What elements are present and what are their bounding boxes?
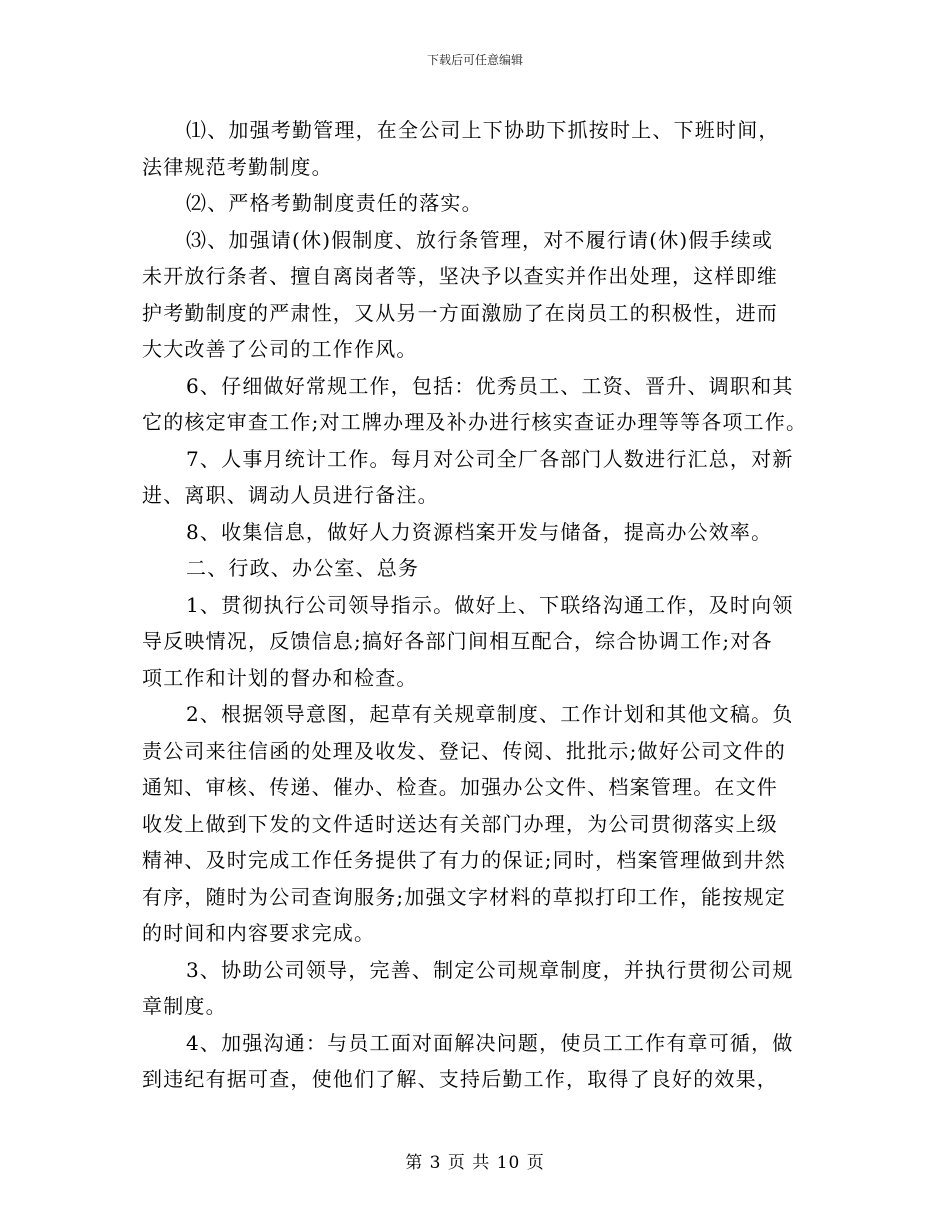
text-line: ⑶、加强请(休)假制度、放行条管理，对不履行请(休)假手续或 [186,227,774,252]
section-heading: 二、行政、办公室、总务 [186,556,420,580]
text-line: 护考勤制度的严肃性，又从另一方面激励了在岗员工的积极性，进而 [142,300,778,325]
text-line: 6、仔细做好常规工作，包括：优秀员工、工资、晋升、调职和其 [186,373,794,398]
text-line: 1、贯彻执行公司领导指示。做好上、下联络沟通工作，及时向领 [186,592,794,617]
text-line: 导反映情况，反馈信息;搞好各部门间相互配合，综合协调工作;对各 [142,629,773,653]
text-line: 有序，随时为公司查询服务;加强文字材料的草拟打印工作，能按规定 [142,884,786,909]
text-line: 通知、审核、传递、催办、检查。加强办公文件、档案管理。在文件 [142,775,778,799]
text-line: 进、离职、调动人员进行备注。 [142,483,439,507]
text-line: ⑵、严格考勤制度责任的落实。 [186,191,483,215]
text-line: ⑴、加强考勤管理，在全公司上下协助下抓按时上、下班时间， [186,118,780,142]
text-line: 收发上做到下发的文件适时送达有关部门办理，为公司贯彻落实上级 [142,811,778,836]
page-number-footer: 第 3 页 共 10 页 [405,1153,545,1173]
text-line: 大大改善了公司的工作作风。 [142,337,418,361]
text-line: 项工作和计划的督办和检查。 [142,665,418,690]
document-body [142,112,822,1098]
text-line: 4、加强沟通：与员工面对面解决问题，使员工工作有章可循，做 [186,1030,794,1055]
text-line: 3、协助公司领导，完善、制定公司规章制度，并执行贯彻公司规 [186,957,794,982]
text-line: 的时间和内容要求完成。 [142,921,376,945]
text-line: 它的核定审查工作;对工牌办理及补办进行核实查证办理等等各项工作。 [142,410,808,434]
text-line: 法律规范考勤制度。 [142,154,333,179]
text-line: 责公司来往信函的处理及收发、登记、传阅、批批示;做好公司文件的 [142,738,786,763]
text-line: 7、人事月统计工作。每月对公司全厂各部门人数进行汇总，对新 [186,446,794,471]
text-line: 到违纪有据可查，使他们了解、支持后勤工作，取得了良好的效果， [142,1067,778,1091]
text-line: 2、根据领导意图，起草有关规章制度、工作计划和其他文稿。负 [186,702,794,726]
page-header: 下载后可任意编辑 [426,53,523,67]
text-line: 8、收集信息，做好人力资源档案开发与储备，提高办公效率。 [186,519,773,544]
text-line: 未开放行条者、擅自离岗者等，坚决予以查实并作出处理，这样即维 [142,264,778,288]
text-line: 精神、及时完成工作任务提供了有力的保证;同时，档案管理做到井然 [142,848,786,872]
text-line: 章制度。 [142,994,227,1018]
